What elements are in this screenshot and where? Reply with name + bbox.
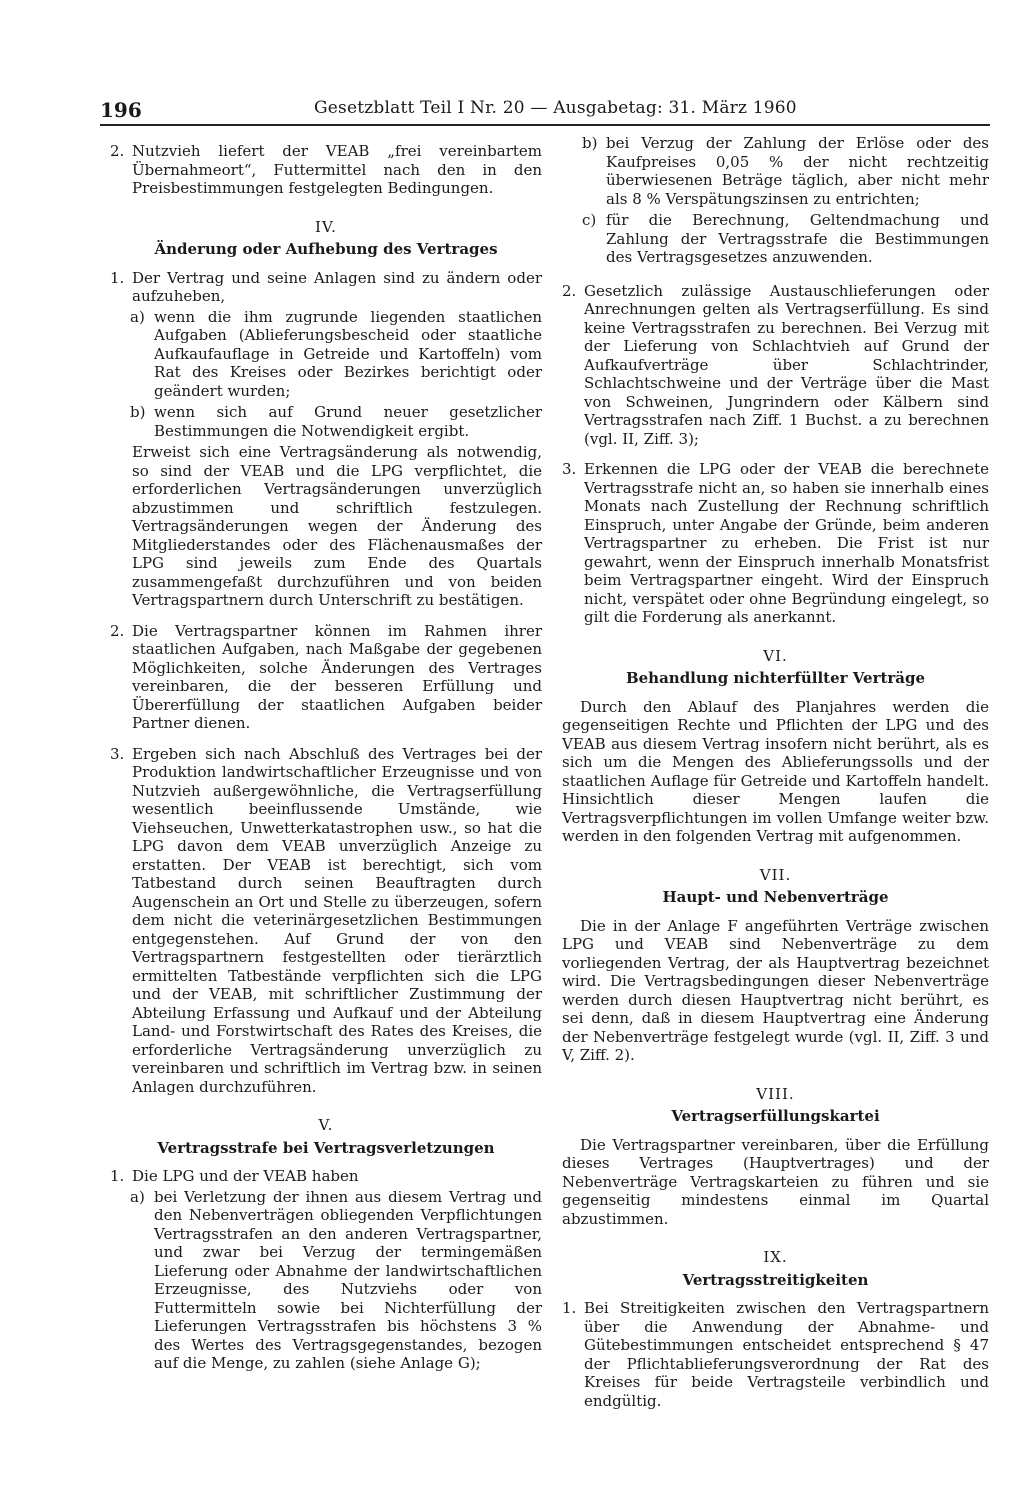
section-heading: Vertragsstreitigkeiten [682,1270,869,1289]
running-title: Gesetzblatt Teil I Nr. 20 — Ausgabetag: 31. März 1960 [314,98,797,118]
item-number: 3. [110,744,125,763]
item-number: 1. [110,268,125,287]
section-heading: Behandlung nichterfüllter Verträge [625,669,926,687]
item-text: Erkennen die LPG oder der VEAB die berechnete Vertragsstrafe nicht an, so haben sie innerhalb eines Monats nach Zustellung der Rechnung schriftlich Einspruch, unter Angabe der Gründe, beim anderen Vertragspartner zu erheben. Die Frist ist nur gewahrt, wenn der Einspruch innerhalb Monatsfrist beim Vertragspartner eingeht. Wird der Einspruch nicht, verspätet oder ohne Begründung eingelegt, so gilt die Forderung als anerkannt. [584,460,989,626]
list-item [110,142,542,198]
sub-item-label: b) [130,403,146,421]
item-text: Die Vertragspartner können im Rahmen ihrer staatlichen Aufgaben, nach Maßgabe der gegebenen Möglichkeiten, solche Änderungen des Vertrages vereinbaren, die der besseren Erfüllung und Übererfüllung der staatlichen Aufgaben beider Partner dienen. [132,621,542,732]
section-heading: Vertragserfüllungskartei [671,1107,880,1125]
sub-item-text: für die Berechnung, Geltendmachung und Zahlung der Vertragsstrafe die Bestimmungen des Vertragsgesetzes anzuwenden. [606,211,989,266]
section-number: IV. [315,217,337,236]
item-text: Die LPG und der VEAB haben [132,1167,359,1185]
item-number: 1. [110,1167,125,1185]
item-number: 2. [110,142,125,160]
sub-item [130,1188,542,1373]
sub-item [130,308,542,401]
section-number: IX. [763,1248,788,1266]
sub-item-text: wenn die ihm zugrunde liegenden staatlichen Aufgaben (Ablieferungsbescheid oder staatliche Aufkaufauflage in Getreide und Kartoffeln) vom Rat des Kreises oder Bezirkes berichtigt oder geändert wurden; [154,307,542,400]
sub-item-text: bei Verzug der Zahlung der Erlöse oder des Kaufpreises 0,05 % der nicht rechtzeitig überwiesenen Beträge täglich, aber nicht mehr als 8 % Verspätungszinsen zu entrichten; [606,134,989,208]
section-number: VIII. [756,1084,795,1103]
list-item [562,1299,989,1410]
sub-item-label: c) [582,211,597,229]
item-text: Der Vertrag und seine Anlagen sind zu ändern oder aufzuheben, [132,268,542,305]
sub-item-text: bei Verletzung der ihnen aus diesem Vertrag und den Nebenverträgen obliegenden Verpflichtungen Vertragsstrafen an den anderen Vertragspartner, und zwar bei Verzug der termingemäßen Lieferung oder Abnahme der landwirtschaftlichen Erzeugnisse, des Nutzviehs oder von Futtermitteln sowie bei Nichterfüllung der Lieferungen Vertragsstrafen bis höchstens 3 % des Wertes des Vertragsgegenstandes, bezogen auf die Menge, zu zahlen (siehe Anlage G); [154,1187,542,1372]
sub-item-text: wenn sich auf Grund neuer gesetzlicher Bestimmungen die Notwendigkeit ergibt. [154,403,542,440]
section-number: VI. [763,646,788,665]
page-header [100,98,990,132]
item-text: Nutzvieh liefert der VEAB „frei vereinbartem Übernahmeort“, Futtermittel nach den in den Preisbestimmungen festgelegten Bedingungen. [132,142,542,197]
sub-item [582,134,989,208]
sub-item-label: b) [582,134,598,152]
item-text: Gesetzlich zulässige Austauschlieferungen oder Anrechnungen gelten als Vertragserfüllung. Es sind keine Vertragsstrafen zu berechnen. Bei Verzug mit der Lieferung von Schlachtvieh auf Grund der Aufkaufverträge über Schlachtrinder, Schlachtschweine und der Verträge über die Mast von Schweinen, Jungrindern oder Kälbern sind Vertragsstrafen nach Ziff. 1 Buchst. a zu berechnen (vgl. II, Ziff. 3); [584,281,989,448]
list-item [562,460,989,627]
page-number: 196 [100,98,142,122]
section-heading: Haupt- und Nebenverträge [662,888,889,906]
item-number: 2. [110,621,125,640]
item-text: Ergeben sich nach Abschluß des Vertrages bei der Produktion landwirtschaftlicher Erzeugnisse und von Nutzvieh außergewöhnliche, die Vertragserfüllung wesentlich beeinflussende Umstände, wie Viehseuchen, Unwetterkatastrophen usw., so hat die LPG davon dem VEAB unverzüglich Anzeige zu erstatten. Der VEAB ist berechtigt, sich vom Tatbestand durch seinen Beauftragten durch Augenschein an Ort und Stelle zu überzeugen, sofern dem nicht die veterinärgesetzlichen Bestimmungen entgegenstehen. Auf Grund der von den Vertragspartnern festgestellten oder tierärztlich ermittelten Tatbestände verpflichten sich die LPG und der VEAB, mit schriftlicher Zustimmung der Abteilung Erfassung und Aufkauf und der Abteilung Land- und Forstwirtschaft des Rates des Kreises, die erforderliche Vertragsänderung unverzüglich zu vereinbaren und schriftlich im Vertrag bzw. in seinen Anlagen durchzuführen. [132,744,542,1096]
item-number: 2. [562,281,577,300]
section-number: V. [318,1116,334,1134]
item-number: 3. [562,460,577,478]
sub-item [130,403,542,440]
paragraph: Die in der Anlage F angeführten Verträge zwischen LPG und VEAB sind Nebenverträge zu dem vorliegenden Vertrag, der als Hauptvertrag bezeichnet wird. Die Vertragsbedingungen dieser Nebenverträge werden durch diesen Hauptvertrag nicht berührt, es sei denn, daß in diesem Hauptvertrag eine Änderung der Nebenverträge festgelegt wurde (vgl. II, Ziff. 3 und V, Ziff. 2). [562,916,989,1064]
paragraph: Durch den Ablauf des Planjahres werden die gegenseitigen Rechte und Pflichten der LPG und des VEAB aus diesem Vertrag insofern nicht berührt, als es sich um die Mengen des Ablieferungssolls und der staatlichen Auflage für Getreide und Kartoffeln handelt. Hinsichtlich dieser Mengen laufen die Vertragsverpflichtungen im vollen Umfange weiter bzw. werden in den folgenden Vertrag mit aufgenommen. [562,697,989,845]
left-column [110,142,542,1376]
list-item [110,622,542,733]
item-number: 1. [562,1299,577,1317]
paragraph: Erweist sich eine Vertragsänderung als notwendig, so sind der VEAB und die LPG verpflichtet, die erforderlichen Vertragsänderungen unverzüglich abzustimmen und schriftlich festzulegen. Vertragsänderungen wegen der Änderung des Mitgliederstandes oder des Flächenausmaßes der LPG sind jeweils zum Ende des Quartals zusammengefaßt durchzuführen und von beiden Vertragspartnern durch Unterschrift zu bestätigen. [132,443,542,609]
right-column [562,134,989,1410]
sub-item-label: a) [130,307,145,326]
list-item [110,745,542,1097]
sub-item-label: a) [130,1187,145,1206]
sub-item [582,211,989,267]
section-heading: Vertragsstrafe bei Vertragsverletzungen [157,1138,495,1157]
paragraph: Die Vertragspartner vereinbaren, über die Erfüllung dieses Vertrages (Hauptvertrages) und der Nebenverträge Vertragskarteien zu führen und sie gegenseitig mindestens einmal im Quartal abzustimmen. [562,1135,989,1228]
list-item [110,1167,542,1186]
list-item [110,269,542,306]
section-number: VII. [759,865,792,884]
header-rule [100,124,990,126]
section-heading: Änderung oder Aufhebung des Vertrages [154,240,498,258]
item-text: Bei Streitigkeiten zwischen den Vertragspartnern über die Anwendung der Abnahme- und Gütebestimmungen entscheidet entsprechend § 47 der Pflichtablieferungsverordnung der Rat des Kreises für beide Vertragsteile verbindlich und endgültig. [584,1299,989,1410]
list-item [562,282,989,449]
